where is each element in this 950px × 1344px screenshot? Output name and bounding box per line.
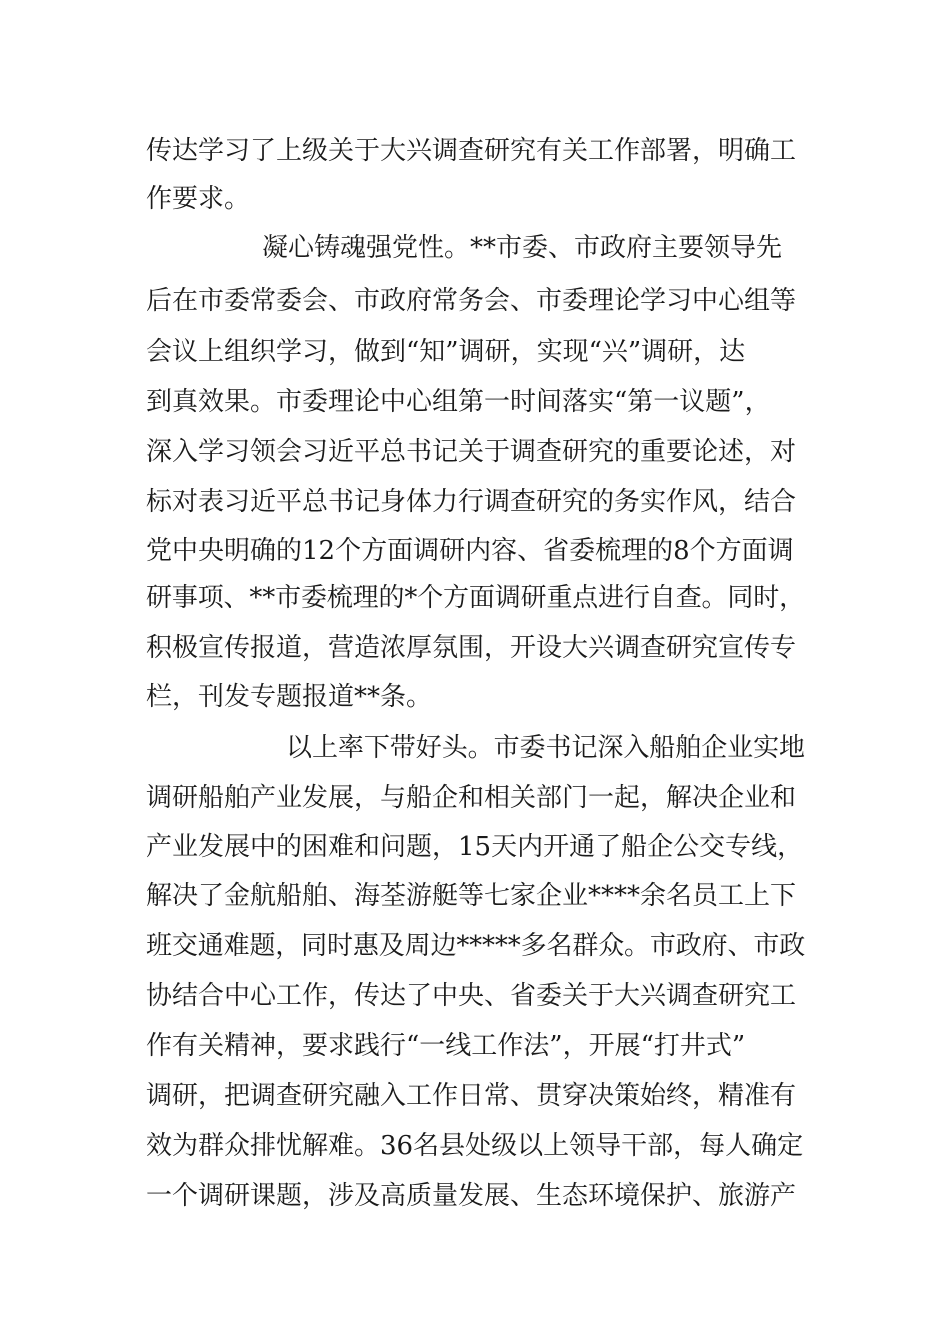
text-line: 作有关精神，要求践行“一线工作法”，开展“打井式” [146,1031,746,1061]
text-line: 传达学习了上级关于大兴调查研究有关工作部署，明确工 [146,136,797,166]
text-line: 产业发展中的困难和问题，15天内开通了船企公交专线， [146,832,804,862]
text-line: 到真效果。市委理论中心组第一时间落实“第一议题”， [146,387,771,417]
text-line: 栏，刊发专题报道**条。 [146,682,433,712]
text-line: 党中央明确的12个方面调研内容、省委梳理的8个方面调 [146,536,794,566]
text-line: 研事项、**市委梳理的*个方面调研重点进行自查。同时， [146,583,805,613]
text-line: 效为群众排忧解难。36名县处级以上领导干部，每人确定 [146,1131,804,1161]
text-line: 班交通难题，同时惠及周边*****多名群众。市政府、市政 [146,931,806,961]
text-line: 深入学习领会习近平总书记关于调查研究的重要论述，对 [146,437,797,467]
paragraph-heading-line: 凝心铸魂强党性。**市委、市政府主要领导先 [262,233,783,263]
text-line: 积极宣传报道，营造浓厚氛围，开设大兴调查研究宣传专 [146,633,797,663]
text-line: 解决了金航船舶、海荃游艇等七家企业****余名员工上下 [146,881,797,911]
text-line: 后在市委常委会、市政府常务会、市委理论学习中心组等 [146,286,797,316]
text-line: 调研，把调查研究融入工作日常、贯穿决策始终，精准有 [146,1081,797,1111]
text-line: 作要求。 [146,184,251,214]
text-line: 一个调研课题，涉及高质量发展、生态环境保护、旅游产 [146,1181,797,1211]
text-line: 调研船舶产业发展，与船企和相关部门一起，解决企业和 [146,783,797,813]
text-line: 协结合中心工作，传达了中央、省委关于大兴调查研究工 [146,981,797,1011]
text-line: 标对表习近平总书记身体力行调查研究的务实作风，结合 [146,487,797,517]
text-line: 会议上组织学习，做到“知”调研，实现“兴”调研，达 [146,337,746,367]
paragraph-heading-line: 以上率下带好头。市委书记深入船舶企业实地 [286,733,806,763]
